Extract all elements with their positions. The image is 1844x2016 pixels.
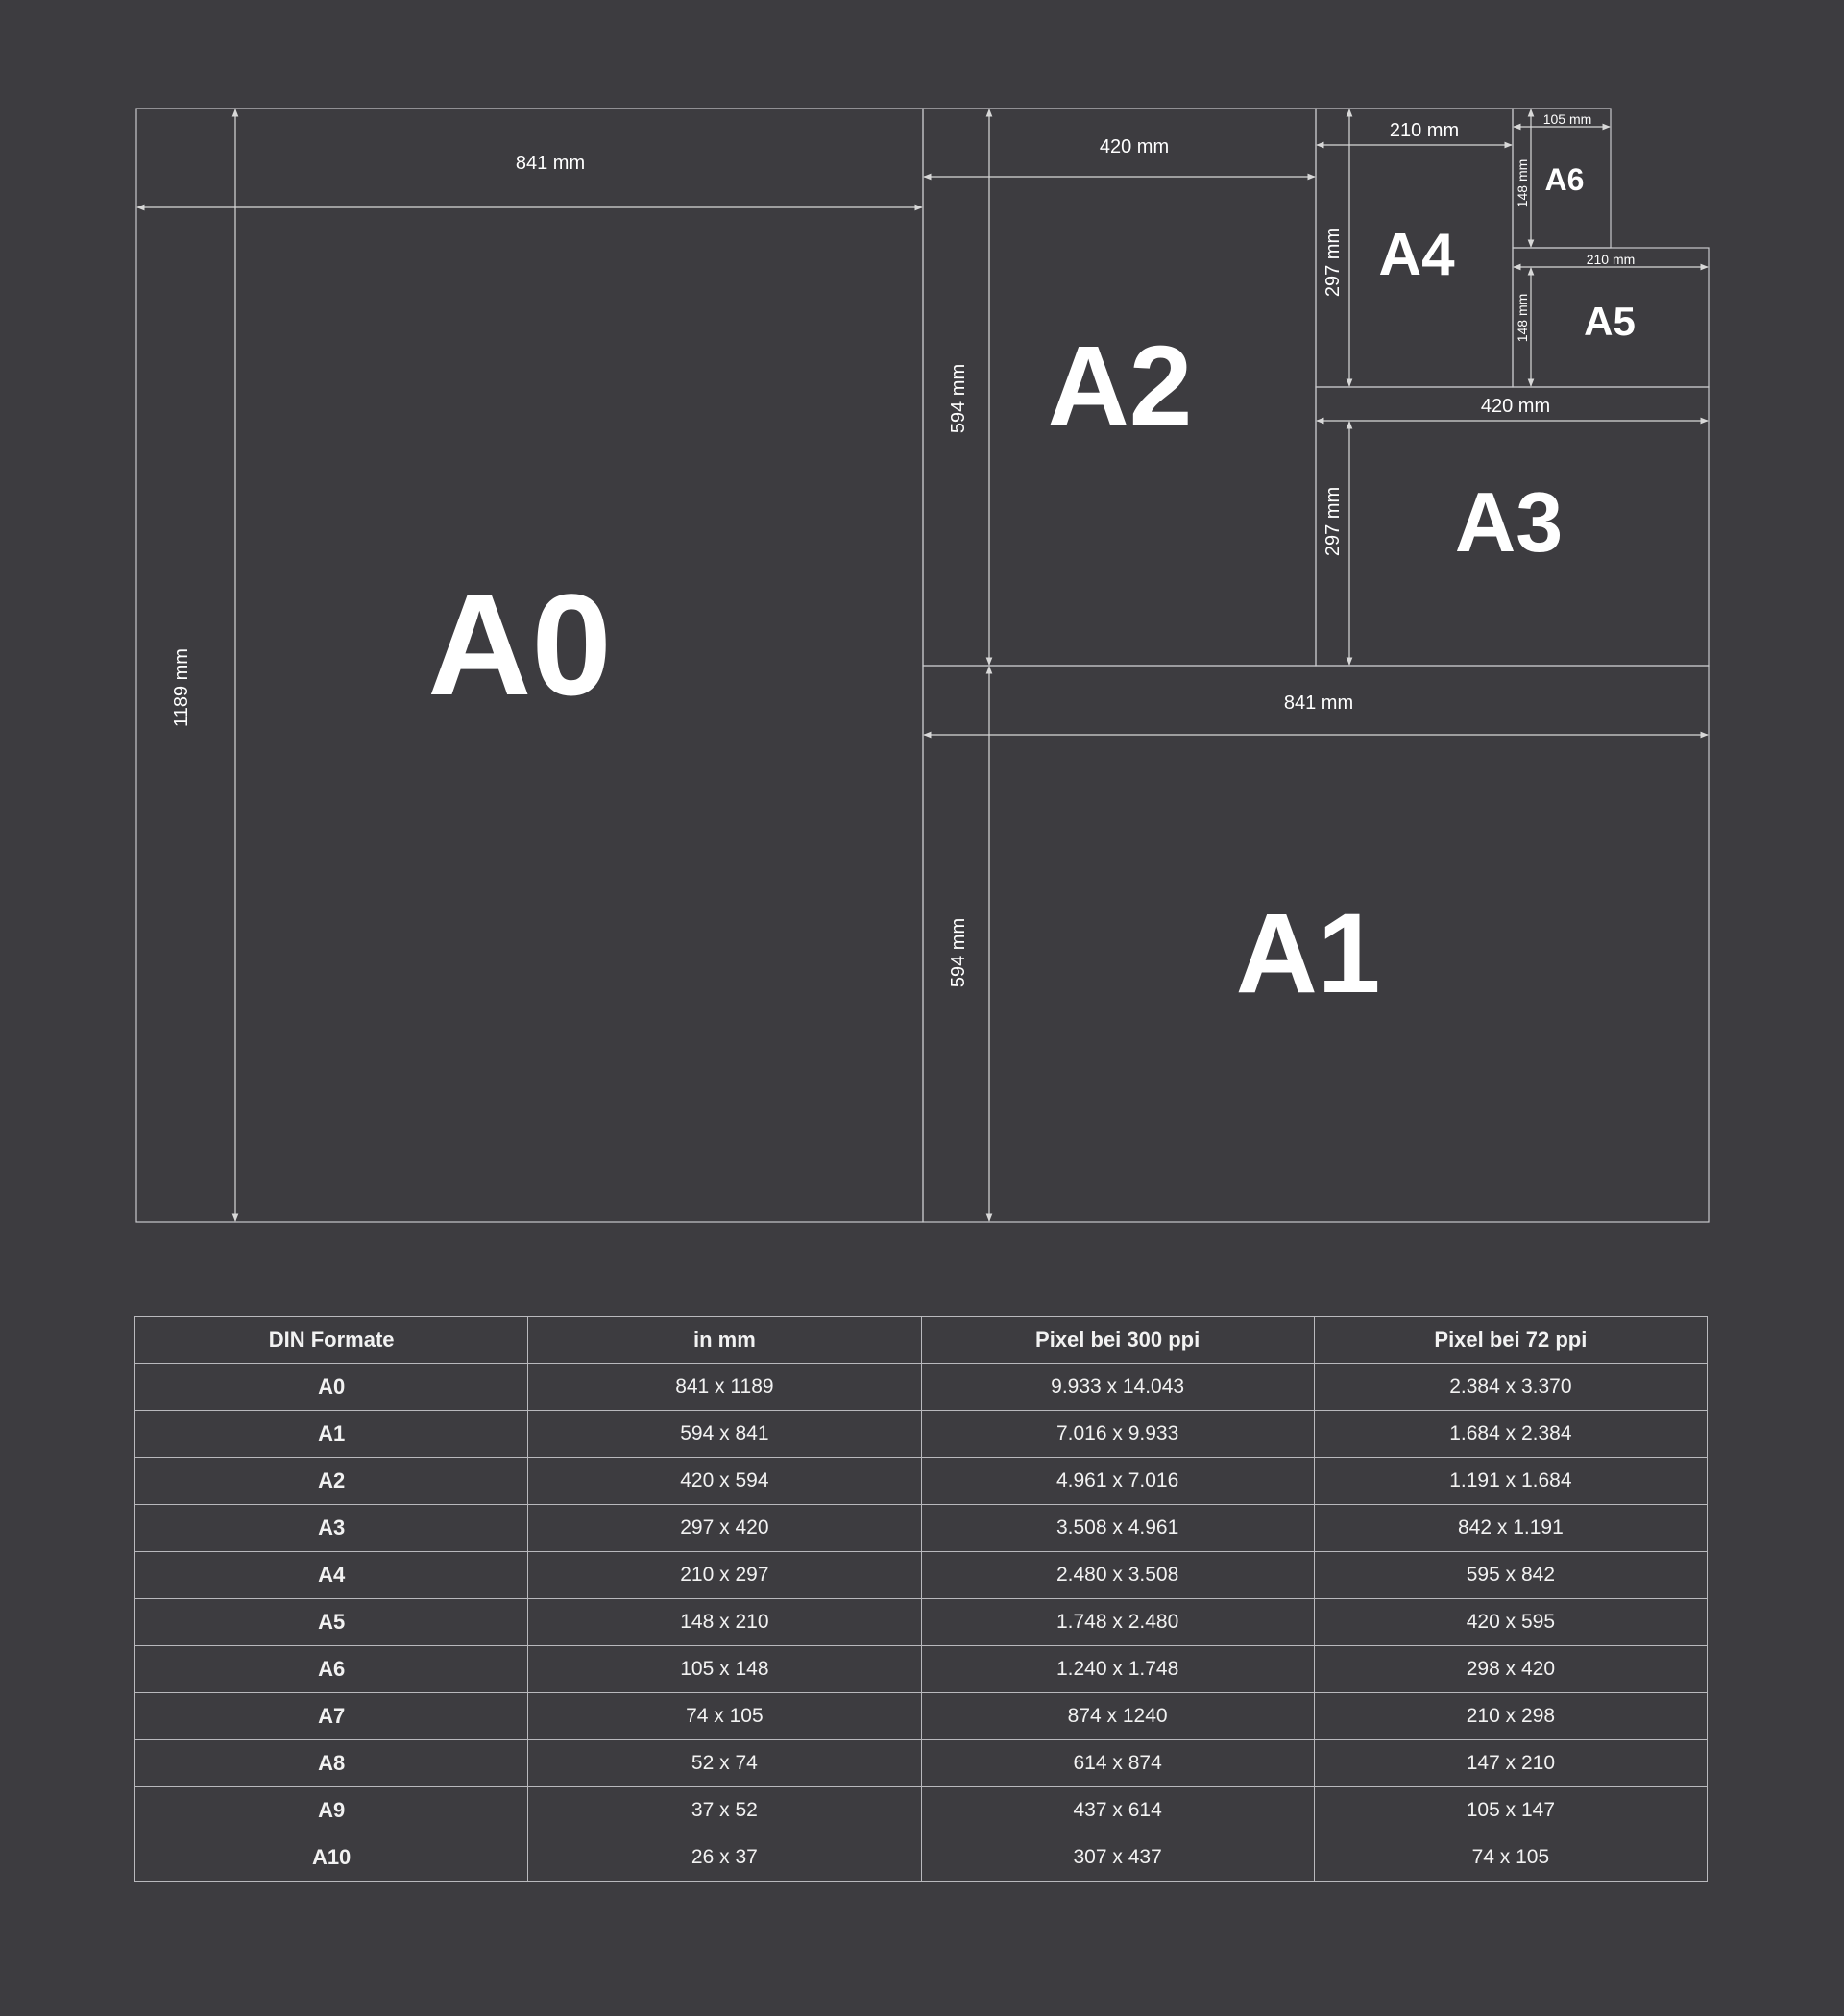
cell-format: A10: [135, 1834, 528, 1882]
cell-px-72: 2.384 x 3.370: [1314, 1364, 1707, 1411]
table-row: [135, 1599, 1708, 1646]
cell-mm: 148 x 210: [528, 1599, 921, 1646]
cell-px-72: 1.684 x 2.384: [1314, 1411, 1707, 1458]
cell-px-300: 1.748 x 2.480: [921, 1599, 1314, 1646]
header-in-mm: in mm: [528, 1317, 921, 1364]
din-formats-table: [134, 1316, 1708, 1882]
cell-mm: 210 x 297: [528, 1552, 921, 1599]
sheet-a6-name: A6: [1544, 162, 1585, 197]
cell-px-72: 1.191 x 1.684: [1314, 1458, 1707, 1505]
header-pixel-72ppi: Pixel bei 72 ppi: [1314, 1317, 1707, 1364]
cell-px-72: 147 x 210: [1314, 1740, 1707, 1787]
sheet-a4-name: A4: [1378, 222, 1455, 288]
a4-height-label: 297 mm: [1322, 227, 1344, 298]
cell-px-300: 7.016 x 9.933: [921, 1411, 1314, 1458]
cell-format: A1: [135, 1411, 528, 1458]
cell-px-72: 595 x 842: [1314, 1552, 1707, 1599]
cell-mm: 26 x 37: [528, 1834, 921, 1882]
table-row: [135, 1552, 1708, 1599]
cell-mm: 297 x 420: [528, 1505, 921, 1552]
cell-format: A2: [135, 1458, 528, 1505]
cell-mm: 594 x 841: [528, 1411, 921, 1458]
a3-height-label: 297 mm: [1322, 486, 1344, 557]
a0-width-label: 841 mm: [515, 153, 586, 174]
cell-mm: 37 x 52: [528, 1787, 921, 1834]
cell-format: A3: [135, 1505, 528, 1552]
cell-px-300: 9.933 x 14.043: [921, 1364, 1314, 1411]
a0-height-label: 1189 mm: [171, 648, 192, 727]
sheet-a3-name: A3: [1454, 474, 1564, 570]
sheet-a0-name: A0: [427, 564, 612, 725]
cell-format: A7: [135, 1693, 528, 1740]
cell-px-300: 437 x 614: [921, 1787, 1314, 1834]
table-row: [135, 1740, 1708, 1787]
cell-px-300: 874 x 1240: [921, 1693, 1314, 1740]
cell-mm: 841 x 1189: [528, 1364, 921, 1411]
a6-height-label: 148 mm: [1515, 158, 1530, 208]
table-row: [135, 1411, 1708, 1458]
a2-height-label: 594 mm: [948, 363, 969, 434]
sheet-a2-name: A2: [1047, 323, 1193, 449]
cell-px-72: 105 x 147: [1314, 1787, 1707, 1834]
cell-format: A5: [135, 1599, 528, 1646]
cell-format: A0: [135, 1364, 528, 1411]
header-din-formate: DIN Formate: [135, 1317, 528, 1364]
table-row: [135, 1364, 1708, 1411]
cell-format: A6: [135, 1646, 528, 1693]
cell-px-72: 842 x 1.191: [1314, 1505, 1707, 1552]
cell-mm: 105 x 148: [528, 1646, 921, 1693]
cell-mm: 74 x 105: [528, 1693, 921, 1740]
a4-width-label: 210 mm: [1389, 120, 1460, 141]
a6-width-label: 105 mm: [1542, 111, 1592, 127]
cell-px-72: 298 x 420: [1314, 1646, 1707, 1693]
table-row: [135, 1646, 1708, 1693]
cell-px-300: 3.508 x 4.961: [921, 1505, 1314, 1552]
table-row: [135, 1505, 1708, 1552]
sheet-a5-name: A5: [1584, 299, 1636, 344]
cell-format: A4: [135, 1552, 528, 1599]
a3-width-label: 420 mm: [1480, 396, 1551, 417]
sheet-a1-name: A1: [1235, 890, 1381, 1017]
cell-px-300: 307 x 437: [921, 1834, 1314, 1882]
table-header-row: [135, 1317, 1708, 1364]
a5-width-label: 210 mm: [1586, 252, 1636, 267]
header-pixel-300ppi: Pixel bei 300 ppi: [921, 1317, 1314, 1364]
a1-width-label: 841 mm: [1283, 692, 1354, 714]
table-row: [135, 1693, 1708, 1740]
cell-px-300: 2.480 x 3.508: [921, 1552, 1314, 1599]
cell-format: A8: [135, 1740, 528, 1787]
cell-mm: 420 x 594: [528, 1458, 921, 1505]
cell-px-300: 614 x 874: [921, 1740, 1314, 1787]
cell-px-300: 1.240 x 1.748: [921, 1646, 1314, 1693]
a5-height-label: 148 mm: [1515, 293, 1530, 343]
table-row: [135, 1458, 1708, 1505]
cell-px-72: 210 x 298: [1314, 1693, 1707, 1740]
table-row: [135, 1787, 1708, 1834]
cell-format: A9: [135, 1787, 528, 1834]
cell-px-72: 74 x 105: [1314, 1834, 1707, 1882]
a2-width-label: 420 mm: [1099, 136, 1170, 158]
cell-mm: 52 x 74: [528, 1740, 921, 1787]
a1-height-label: 594 mm: [948, 917, 969, 988]
table-row: [135, 1834, 1708, 1882]
cell-px-300: 4.961 x 7.016: [921, 1458, 1314, 1505]
cell-px-72: 420 x 595: [1314, 1599, 1707, 1646]
